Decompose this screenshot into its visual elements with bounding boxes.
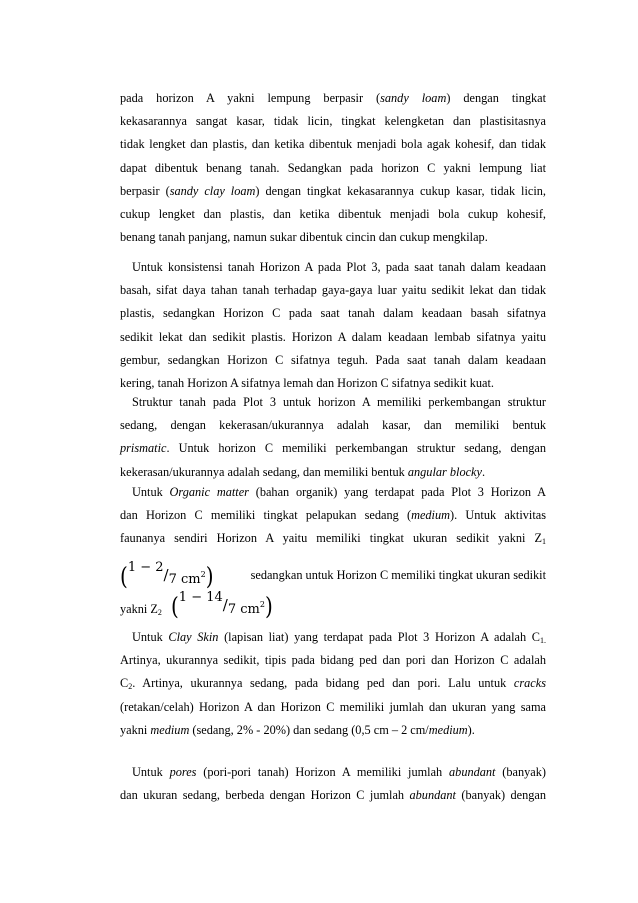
text-line: Untuk Clay Skin (lapisan liat) yang terdapat pada Plot 3 Horizon A adalah $C_{1.}$: [132, 630, 546, 645]
text-line: dapat dibentuk benang tanah. Sedangkan pada horizon C yakni lempung liat: [120, 160, 546, 175]
math-line-1-text: sedangkan untuk Horizon C memiliki tingkat ukuran sedikit: [250, 568, 546, 582]
fraction-z2: (1 − 14/7 $cm^2$): [170, 590, 273, 620]
text-line: benang tanah panjang, namun sukar dibentuk cincin dan cukup mengkilap.: [120, 230, 488, 245]
paragraph-structure: [120, 391, 546, 484]
text-line: dan ukuran sedang, berbeda dengan Horizon C jumlah abundant (banyak) dengan: [120, 788, 547, 803]
text-line: plastis, sedangkan Horizon C pada saat tanah dalam keadaan basah sifatnya: [120, 306, 546, 321]
text-line: $C_2$. Artinya, ukurannya sedang, pada bidang ped dan pori. Lalu untuk cracks: [120, 676, 546, 692]
paragraph-organic-matter: [120, 481, 546, 551]
text-line: berpasir (sandy clay loam) dengan tingkat kekasarannya cukup kasar, tidak licin,: [120, 183, 546, 198]
text-line: Untuk konsistensi tanah Horizon A pada Plot 3, pada saat tanah dalam keadaan: [132, 260, 546, 274]
text-line: sedikit lekat dan sedikit plastis. Horizon A dalam keadaan lembab sifatnya yaitu: [120, 329, 546, 344]
text-line: dan Horizon C memiliki tingkat pelapukan sedang (medium). Untuk aktivitas: [120, 508, 546, 523]
text-line: sedang, dengan kekerasan/ukurannya adalah kasar, dan memiliki bentuk: [120, 418, 546, 433]
text-line: faunanya sendiri Horizon A yaitu memiliki tingkat ukuran sedikit yakni $Z_1$: [120, 531, 546, 547]
fraction-z1: (1 − 2/7 $cm^2$): [120, 560, 214, 590]
text-line: prismatic. Untuk horizon C memiliki perkembangan struktur sedang, dengan: [120, 441, 546, 456]
math-line-2-prefix: yakni $Z_2$: [120, 602, 162, 617]
text-line: cukup lengket dan plastis, dan ketika dibentuk menjadi bola cukup kohesif,: [120, 206, 546, 221]
paragraph-consistency: [120, 256, 546, 395]
fauna-z2-line: [120, 589, 546, 620]
text-line: gembur, sedangkan Horizon C sifatnya teguh. Pada saat tanah dalam keadaan: [120, 352, 546, 367]
paragraph-pores: [120, 761, 546, 807]
text-line: kekasarannya sangat kasar, tidak licin, tingkat kelengketan dan plastisitasnya: [120, 114, 546, 129]
text-line: basah, sifat daya tahan tanah terhadap gaya-gaya luar yaitu sedikit lekat dan tidak: [120, 283, 546, 298]
paragraph-texture: [120, 87, 546, 249]
text-line: Untuk pores (pori-pori tanah) Horizon A memiliki jumlah abundant (banyak): [132, 765, 546, 779]
text-line: kering, tanah Horizon A sifatnya lemah dan Horizon C sifatnya sedikit kuat.: [120, 375, 494, 390]
text-line: Untuk Organic matter (bahan organik) yang terdapat pada Plot 3 Horizon A: [132, 485, 546, 499]
text-line: Struktur tanah pada Plot 3 untuk horizon A memiliki perkembangan struktur: [132, 395, 546, 409]
fauna-z1-line: [120, 559, 546, 590]
paragraph-clay-skin: [120, 626, 546, 742]
text-line: yakni medium (sedang, 2% - 20%) dan sedang (0,5 cm – 2 cm/medium).: [120, 722, 475, 737]
text-line: (retakan/celah) Horizon A dan Horizon C memiliki jumlah dan ukuran yang sama: [120, 699, 546, 714]
text-line: pada horizon A yakni lempung berpasir (sandy loam) dengan tingkat: [120, 91, 547, 105]
text-line: kekerasan/ukurannya adalah sedang, dan memiliki bentuk angular blocky.: [120, 464, 486, 479]
text-line: tidak lengket dan plastis, dan ketika dibentuk menjadi bola agak kohesif, dan tidak: [120, 137, 546, 152]
text-line: Artinya, ukurannya sedikit, tipis pada bidang ped dan pori dan Horizon C adalah: [120, 653, 546, 668]
